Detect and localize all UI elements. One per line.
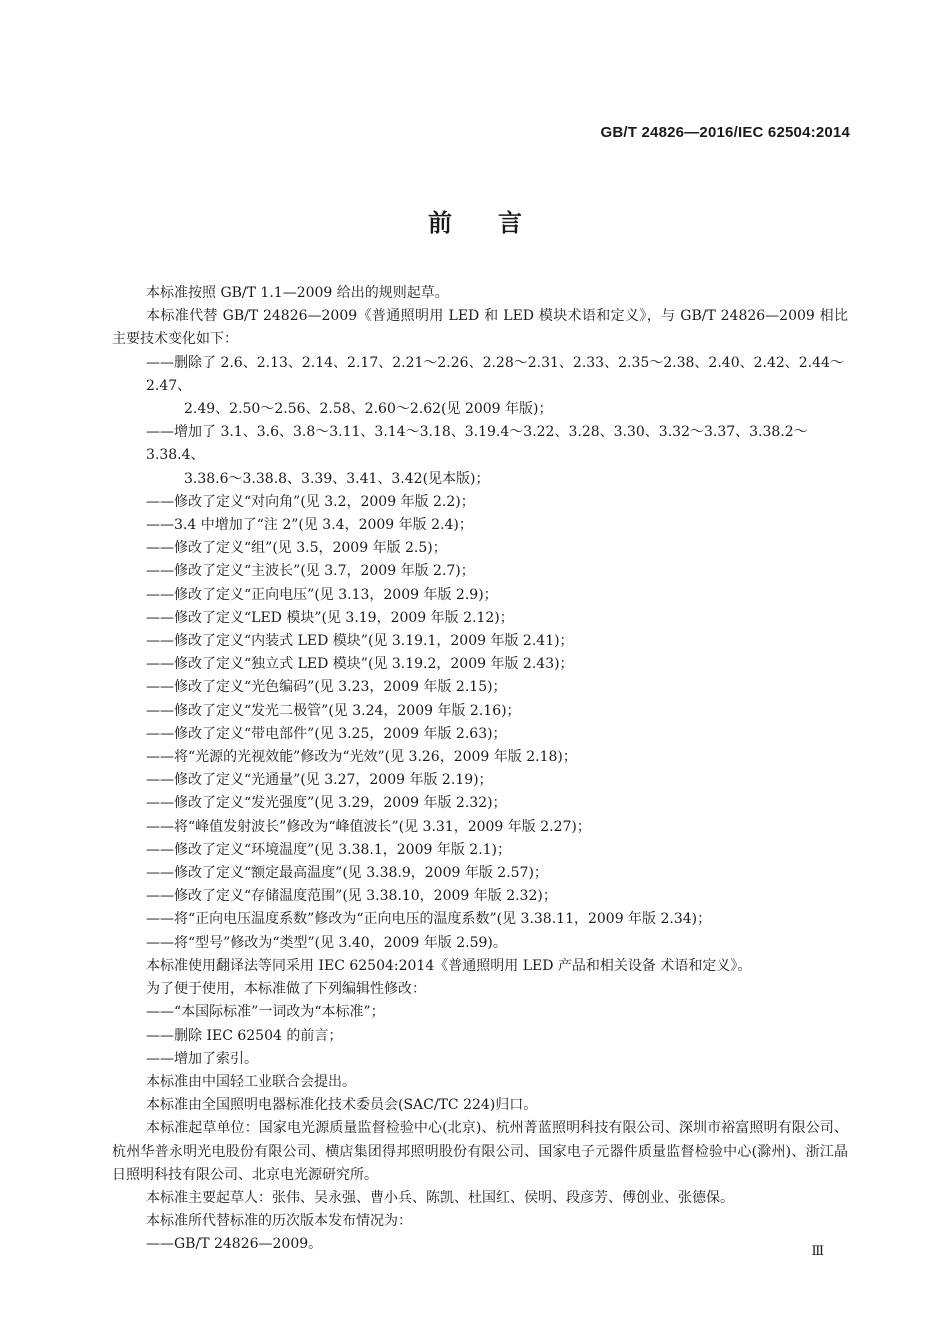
list-item: ——修改了定义“LED 模块”(见 3.19，2009 年版 2.12)； (146, 609, 514, 626)
list-item: ——修改了定义“存储温度范围”(见 3.38.10，2009 年版 2.32)； (146, 888, 557, 905)
list-item: ——修改了定义“环境温度”(见 3.38.1，2009 年版 2.1)； (146, 841, 512, 858)
list-item: ——将“光源的光视效能”修改为“光效”(见 3.26，2009 年版 2.18)； (146, 749, 577, 766)
list-item: ——将“正向电压温度系数”修改为“正向电压的温度系数”(见 3.38.11，2009 年版 2.34)； (146, 911, 712, 928)
page-number: Ⅲ (811, 1244, 824, 1259)
list-item: ——修改了定义“发光二极管”(见 3.24，2009 年版 2.16)； (146, 702, 521, 719)
added-line-1: ——增加了 3.1、3.6、3.8～3.11、3.14～3.18、3.19.4～3.22、3.28、3.30、3.32～3.37、3.38.2～3.38.4、 (146, 424, 808, 464)
deleted-line-1: ——删除了 2.6、2.13、2.14、2.17、2.21～2.26、2.28～2.31、2.33、2.35～2.38、2.40、2.42、2.44～2.47、 (146, 354, 844, 394)
list-item: ——将“型号”修改为“类型”(见 3.40，2009 年版 2.59)。 (146, 934, 507, 951)
paragraph-history-intro: 本标准所代替标准的历次版本发布情况为： (146, 1213, 412, 1230)
paragraph-drafters: 本标准主要起草人：张伟、吴永强、曹小兵、陈凯、杜国红、侯明、段彦芳、傅创业、张德保。 (146, 1189, 734, 1206)
list-item: ——修改了定义“额定最高温度”(见 3.38.9，2009 年版 2.57)； (146, 865, 548, 882)
list-item: ——“本国际标准”一词改为“本标准”； (146, 1004, 385, 1021)
paragraph-adoption: 本标准使用翻译法等同采用 IEC 62504:2014《普通照明用 LED 产品和相关设备 术语和定义》。 (146, 957, 752, 974)
list-item: ——修改了定义“对向角”(见 3.2，2009 年版 2.2)； (146, 493, 475, 510)
paragraph-proposed-by: 本标准由中国轻工业联合会提出。 (146, 1073, 356, 1090)
list-item: ——修改了定义“主波长”(见 3.7，2009 年版 2.7)； (146, 563, 475, 580)
list-item: ——3.4 中增加了“注 2”(见 3.4，2009 年版 2.4)； (146, 517, 473, 534)
list-item: ——修改了定义“发光强度”(见 3.29，2009 年版 2.32)； (146, 795, 507, 812)
paragraph-drafting-units: 本标准起草单位：国家电光源质量监督检验中心(北京)、杭州菁蓝照明科技有限公司、深圳市裕富照明有限公司、杭州华普永明光电股份有限公司、横店集团得邦照明股份有限公司、国家电子元器件质量监督检验中心(滁州)、浙江晶日照明科技有限公司、北京电光源研究所。 (112, 1120, 848, 1183)
list-item: ——修改了定义“光色编码”(见 3.23，2009 年版 2.15)； (146, 679, 507, 696)
standard-code-header: GB/T 24826—2016/IEC 62504:2014 (600, 124, 850, 141)
list-item: ——修改了定义“光通量”(见 3.27，2009 年版 2.19)； (146, 772, 493, 789)
foreword-body (112, 282, 848, 1257)
list-item: ——修改了定义“组”(见 3.5，2009 年版 2.5)； (146, 540, 447, 557)
list-item: ——将“峰值发射波长”修改为“峰值波长”(见 3.31，2009 年版 2.27)； (146, 818, 591, 835)
list-item: ——修改了定义“内装式 LED 模块”(见 3.19.1，2009 年版 2.41)； (146, 633, 574, 650)
list-item: ——修改了定义“独立式 LED 模块”(见 3.19.2，2009 年版 2.43)； (146, 656, 574, 673)
page-title: 前言 (428, 209, 568, 237)
list-item: ——修改了定义“带电部件”(见 3.25，2009 年版 2.63)； (146, 725, 507, 742)
paragraph-replaces: 本标准代替 GB/T 24826—2009《普通照明用 LED 和 LED 模块术语和定义》，与 GB/T 24826—2009 相比主要技术变化如下： (112, 308, 848, 348)
list-item: ——GB/T 24826—2009。 (146, 1236, 323, 1253)
list-item: ——增加了索引。 (146, 1050, 258, 1067)
paragraph-editorial-intro: 为了便于使用，本标准做了下列编辑性修改： (146, 981, 426, 998)
list-item-deleted (112, 352, 848, 422)
paragraph-drafting-rules: 本标准按照 GB/T 1.1—2009 给出的规则起草。 (146, 285, 449, 301)
list-item: ——删除 IEC 62504 的前言； (146, 1027, 343, 1044)
paragraph-under-jurisdiction: 本标准由全国照明电器标准化技术委员会(SAC/TC 224)归口。 (146, 1097, 538, 1114)
list-item-added (112, 421, 848, 491)
deleted-line-2: 2.49、2.50～2.56、2.58、2.60～2.62(见 2009 年版)； (184, 401, 553, 418)
added-line-2: 3.38.6～3.38.8、3.39、3.41、3.42(见本版)； (184, 470, 490, 487)
list-item: ——修改了定义“正向电压”(见 3.13，2009 年版 2.9)； (146, 586, 498, 603)
